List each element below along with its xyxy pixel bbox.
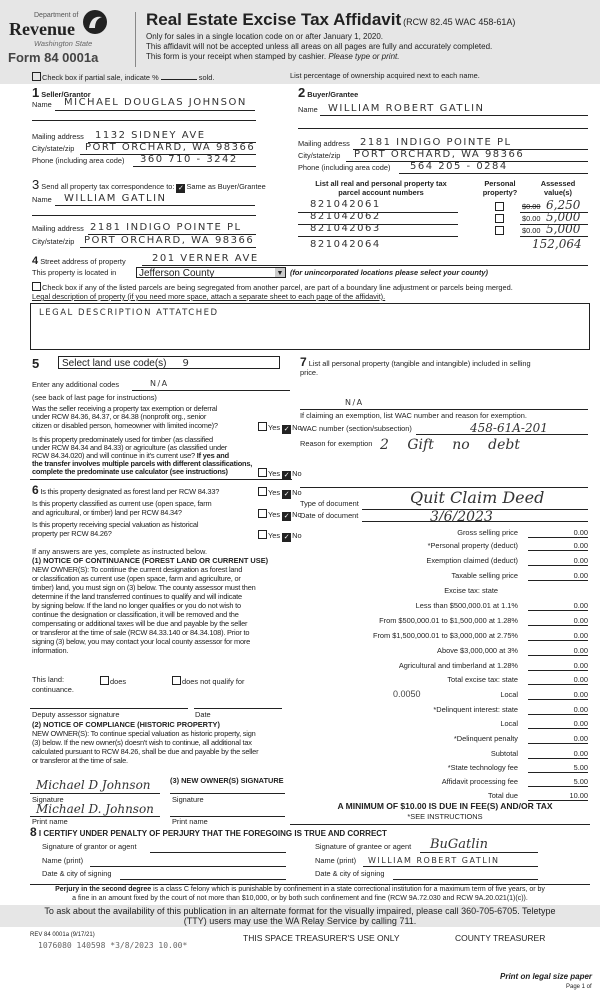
assessed-value[interactable]: 5,000 <box>546 222 581 236</box>
q-current-use: Is this property classified as current use (open space, farm <box>32 499 212 508</box>
assessed-printed: $0.00 <box>522 214 541 223</box>
tax-value[interactable]: 0.00 <box>528 601 588 611</box>
see-back-note: (see back of last page for instructions) <box>32 393 157 402</box>
perjury-notice: a fine in an amount fixed by the court of not more than $10,000, or by both such confinement and fine (RCW 9A.72.030 and RCW 9A.20.021(1)(c)). <box>72 895 528 902</box>
tax-label: *Delinquent penalty <box>453 734 518 743</box>
buyer-mail-field[interactable]: 2181 INDIGO POINTE PL <box>360 137 512 148</box>
segregated-checkbox[interactable]: Check box if any of the listed parcels are being segregated from another parcel, are part of a boundary line adjustment or parcels being merged. <box>32 282 513 293</box>
county-select[interactable]: Jefferson County ▼ <box>136 267 286 278</box>
this-land-label: This land: <box>32 675 65 684</box>
q-exemption: citizen or disabled person, homeowner with limited income)? <box>32 421 218 430</box>
tax-label: *State technology fee <box>447 763 518 772</box>
parcel-number[interactable]: 821042063 <box>310 223 381 234</box>
tax-value[interactable]: 0.00 <box>528 675 588 685</box>
q-forest: 6 Is this property designated as forest land per RCW 84.33? <box>32 483 220 497</box>
signature-label: Signature <box>172 795 204 804</box>
tax-label: Exemption claimed (deduct) <box>426 556 518 565</box>
grantor-name-label: Name (print) <box>42 856 84 865</box>
tax-label: Local <box>500 719 518 728</box>
exemption-yes-no[interactable]: Yes ✓ No <box>258 422 302 434</box>
personal-property-question: 7 List all personal property (tangible and intangible) included in selling <box>300 355 531 369</box>
buyer-mail-label: Mailing address <box>298 139 350 148</box>
buyer-heading: 2 Buyer/Grantee <box>298 85 359 100</box>
q-historic: Is this property receiving special valuation as historical <box>32 520 199 529</box>
historic-yes-no[interactable]: Yes ✓ No <box>258 530 302 542</box>
minimum-due-note: A MINIMUM OF $10.00 IS DUE IN FEE(S) AND/OR TAX <box>337 801 553 811</box>
tax-label: Subtotal <box>490 749 518 758</box>
affidavit-page: Department of Revenue Washington State Form 84 0001a Real Estate Excise Tax Affidavit (RCW 82.45 WAC 458-61A) Only for sales in a single location code on or after January 1, 2020. This affidavit will not be accepted unless all areas on all pages are fully and accurately completed. This form is your receipt when stamped by cashier. Please type or print. Check box if partial sale, indicate % sold. List percentage of ownership acquired next to each name. 1 Seller/Grantor Name MICHAEL DOUGLAS JOHNSON Mailing address 1132 SIDNEY AVE City/state/zip PORT ORCHARD, WA 98366 Phone (including area code) 360 710 - 3242 2 Buyer/Grantee Name WILLIAM ROBERT GATLIN Mailing address 2181 INDIGO POINTE PL City/state/zip PORT ORCHARD, WA 98366 Phone (including area code) 564 205 - 0284 3 Send all property tax correspondence to: ✓ Same as Buyer/Grantee Name WILLIAM GATLIN Mailing address 2181 INDIGO POINTE PL City/state/zip PORT ORCHARD, WA 98366 List all real and personal property tax parcel account numbers Personal property? Assessed value(s) 821042061 $0.00 6,250 821042062 $0.00 5,000 821042063 $0.00 5,000 821042064 152,064 4 Street address of property 201 VERNER AVE This property is located in Jefferson County ▼ (for unincorporated locations please select your county) Check box if any of the listed parcels are being segregated from another parcel, are part of a boundary line adjustment or parcels being merged. Legal description of property (if you need more space, attach a separate sheet to each page of the affidavit). LEGAL DESCRIPTION ATTATCHED 5 Select land use code(s) 9 Enter any additional codes N/A (see back of last page for instructions) Was the seller receiving a property tax exemption or deferral under RCW 84.36, 84.37, or 84.38 (nonprofit org., senior citizen or disabled person, homeowner with limited income)? Yes ✓ No Is this property predominately used for timber (as classified under RCW 84.34 and 84.33) or agriculture (as classified under RCW 84.34.020) and will continue in it's current use? If yes and the transfer involves multiple parcels with different classifications, complete the predominate use calculator (see instructions) Yes ✓ No 6 Is this property designated as forest land per RCW 84.33? Yes ✓ No Is this property classified as current use (open space, farm and agricultural, or timber) land per RCW 84.34? Yes ✓ No Is this property receiving special valuation as historical property per RCW 84.26? Yes ✓ No If any answers are yes, complete as instructed below. (1) NOTICE OF CONTINUANCE (FOREST LAND OR CURRENT USE) NEW OWNER(S): To continue the current designation as forest land or classification as current use (open space, farm and agriculture, or timber) land, you must sign on (3) below. The county assessor must then determine if the land transferred continues to qualify and will indicate by signing below. If the land no longer qualifies or you do not wish to continue the designation or classification, it will be removed and the compensating or additional taxes will be due and payable by the seller or transferor at the time of sale (RCW 84.33.140 or 84.34.108). Prior to signing (3) below, you may contact your local county assessor for more information. This land: does does not qualify for continuance. Deputy assessor signature Date (2) NOTICE OF COMPLIANCE (HISTORIC PROPERTY) NEW OWNER(S): To continue special valuation as historic property, sign (3) below. If the new owner(s) doesn't wish to continue, all additional tax calculated pursuant to RCW 84.26, shall be due and payable by the seller or transferor at the time of sale. (3) NEW OWNER(S) SIGNATURE Michael D Johnson Signature Signature Michael D. Johnson Print name Print name 7 List all personal property (tangible and intangible) included in selling price. N/A If claiming an exemption, list WAC number and reason for exemption. WAC number (section/subsection) 458-61A-201 Reason for exemption 2 Gift no debt Type of document Quit Claim Deed Date of document 3/6/2023 Gross selling price 0.00 *Personal property (deduct) 0.00 Exemption claimed (deduct) 0.00 Taxable selling price 0.00 Excise tax: state Less than $500,000.01 at 1.1% 0.00 From $500,000.01 to $1,500,000 at 1.28% 0.00 From $1,500,000.01 to $3,000,000 at 2.75% 0.00 Above $3,000,000 at 3% 0.00 Agricultural and timberland at 1.28% 0.00 Total excise tax: state 0.00 0.0050 Local 0.00 *Delinquent interest: state 0.00 Local 0.00 *Delinquent penalty 0.00 Subtotal 0.00 *State technology fee 5.00 Affidavit processing fee 5.00 Total due 10.00 A MINIMUM OF $10.00 IS DUE IN FEE(S) AND/OR TAX *SEE INSTRUCTIONS 8 I CERTIFY UNDER PENALTY OF PERJURY THAT THE FOREGOING IS TRUE AND CORRECT Signature of grantor or agent Name (print) Date & city of signing Signature of grantee or agent BuGatlin Name (print) WILLIAM ROBERT GATLIN Date & city of signing Perjury in the second degree is a class C felony which is punishable by confinement in a state correctional institution for a maximum term of five years, or by a fine in an amount fixed by the court of not more than $10,000, or by both such confinement and fine (RCW 9A.72.030 and RCW 9A.20.021(1)(c)). To ask about the availability of this publication in an alternate format for the visually impaired, please call 360-705-6705. Teletype (TTY) users may use the WA Relay Service by calling 711. REV 84 0001a (9/17/21) 1076080 140598 *3/8/2023 10.00* THIS SPACE TREASURER'S USE ONLY COUNTY TREASURER Print on legal size paper Page 1 of <box>0 0 600 998</box>
page-number: Page 1 of <box>566 984 592 990</box>
tax-value[interactable]: 0.00 <box>528 541 588 551</box>
legal-paper-note: Print on legal size paper <box>500 972 593 981</box>
parcel-header-personal: Personal property? <box>482 179 518 197</box>
assessed-value[interactable]: 6,250 <box>546 198 581 212</box>
tax-value[interactable]: 0.00 <box>528 749 588 759</box>
doc-date-field[interactable]: 3/6/2023 <box>430 509 493 525</box>
seller-name-field[interactable]: MICHAEL DOUGLAS JOHNSON <box>64 97 247 108</box>
timber-yes-no[interactable]: Yes ✓ No <box>258 468 302 480</box>
owner-signature-1[interactable]: Michael D Johnson <box>36 778 151 792</box>
tax-label: Agricultural and timberland at 1.28% <box>398 661 518 670</box>
buyer-phone-field[interactable]: 564 205 - 0284 <box>410 161 508 172</box>
q-timber: Is this property predominately used for timber (as classified <box>32 435 213 444</box>
additional-codes-field[interactable]: N/A <box>150 379 169 388</box>
logo-revenue: Revenue <box>9 19 75 39</box>
seller-city-label: City/state/zip <box>32 144 75 153</box>
print-name-label: Print name <box>32 817 68 826</box>
partial-sale-checkbox[interactable]: Check box if partial sale, indicate % sold. <box>32 72 214 83</box>
grantee-name-label: Name (print) <box>315 856 357 865</box>
tax-label: Taxable selling price <box>451 571 518 580</box>
buyer-name-field[interactable]: WILLIAM ROBERT GATLIN <box>328 103 485 114</box>
continuance-label: continuance. <box>32 685 74 694</box>
corr-name-label: Name <box>32 195 52 204</box>
dropdown-arrow-icon: ▼ <box>276 270 284 277</box>
current-use-yes-no[interactable]: Yes ✓ No <box>258 509 302 521</box>
assessed-value[interactable]: 152,064 <box>532 237 582 251</box>
tax-label: Less than $500,000.01 at 1.1% <box>415 601 518 610</box>
treasurer-use-label: THIS SPACE TREASURER'S USE ONLY <box>243 933 400 943</box>
grantee-signature[interactable]: BuGatlin <box>430 837 488 852</box>
personal-property-checkbox[interactable] <box>495 226 504 235</box>
personal-property-question: price. <box>300 368 319 377</box>
tax-label: From $500,000.01 to $1,500,000 at 1.28% <box>379 616 518 625</box>
q-timber: under RCW 84.34 and 84.33) or agriculture (as classified under <box>32 443 228 452</box>
header-line-1: Only for sales in a single location code on or after January 1, 2020. <box>146 32 384 41</box>
correspondence-heading: 3 Send all property tax correspondence to: ✓ Same as Buyer/Grantee <box>32 177 266 192</box>
buyer-city-label: City/state/zip <box>298 151 341 160</box>
assessed-value[interactable]: 5,000 <box>546 210 581 224</box>
tax-label: *Personal property (deduct) <box>427 541 518 550</box>
tax-value[interactable]: 0.00 <box>528 571 588 581</box>
located-label: This property is located in <box>32 268 117 277</box>
forest-yes-no[interactable]: Yes ✓ No <box>258 487 302 499</box>
parcel-number[interactable]: 821042061 <box>310 199 381 210</box>
grantee-name-field[interactable]: WILLIAM ROBERT GATLIN <box>368 856 500 865</box>
accessibility-note: (TTY) users may use the WA Relay Service by calling 711. <box>183 916 417 926</box>
tax-value[interactable]: 0.00 <box>528 690 588 700</box>
parcel-header-numbers: List all real and personal property tax parcel account numbers <box>315 179 447 197</box>
personal-property-checkbox[interactable] <box>495 214 504 223</box>
q-historic: property per RCW 84.26? <box>32 529 112 538</box>
header-line-3: This form is your receipt when stamped by cashier. Please type or print. <box>146 52 400 61</box>
parcel-number[interactable]: 821042062 <box>310 211 381 222</box>
does-not-qualify-checkbox[interactable]: does not qualify for <box>172 676 244 687</box>
assessed-printed: $0.00 <box>522 226 541 235</box>
county-treasurer-label: COUNTY TREASURER <box>455 933 546 943</box>
tax-value[interactable]: 0.00 <box>528 646 588 656</box>
grantor-signature-label: Signature of grantor or agent <box>42 842 137 851</box>
street-field[interactable]: 201 VERNER AVE <box>152 253 259 264</box>
legal-label: Legal description of property (if you need more space, attach a separate sheet to each page of the affidavit). <box>32 292 386 301</box>
additional-codes-label: Enter any additional codes <box>32 380 120 389</box>
tax-label: Total excise tax: state <box>447 675 518 684</box>
dept-label: Department of <box>34 12 79 19</box>
corr-city-field[interactable]: PORT ORCHARD, WA 98366 <box>84 235 255 246</box>
q-timber: the transfer involves multiple parcels with different classifications, <box>32 459 253 468</box>
grantee-signature-label: Signature of grantee or agent <box>315 842 412 851</box>
title-reference: (RCW 82.45 WAC 458-61A) <box>403 17 516 27</box>
tax-value[interactable]: 0.00 <box>528 719 588 729</box>
tax-label: Local <box>500 690 518 699</box>
section-5-number: 5 <box>32 356 40 371</box>
tax-value[interactable]: 0.00 <box>528 661 588 671</box>
doc-type-label: Type of document <box>300 499 359 508</box>
tax-value[interactable]: 0.00 <box>528 734 588 744</box>
print-name-label: Print name <box>172 817 208 826</box>
legal-description[interactable]: LEGAL DESCRIPTION ATTATCHED <box>39 308 219 318</box>
notice-continuance-title: (1) NOTICE OF CONTINUANCE (FOREST LAND OR CURRENT USE) <box>32 556 269 565</box>
q-timber: complete the predominate use calculator (see instructions) <box>32 467 228 476</box>
total-due-value[interactable]: 10.00 <box>528 791 588 801</box>
tax-label: Total due <box>488 791 518 800</box>
revision-label: REV 84 0001a (9/17/21) <box>30 932 95 938</box>
q-exemption: under RCW 84.36, 84.37, or 84.38 (nonprofit org., senior <box>32 412 207 421</box>
ownership-note: List percentage of ownership acquired next to each name. <box>290 71 480 80</box>
grantee-date-label: Date & city of signing <box>315 869 385 878</box>
same-as-buyer-checkbox[interactable]: ✓ <box>178 185 184 192</box>
assessed-printed: $0.00 <box>522 202 541 211</box>
page-title: Real Estate Excise Tax Affidavit <box>146 10 402 29</box>
local-rate: 0.0050 <box>393 689 421 699</box>
perjury-notice: Perjury in the second degree is a class C felony which is punishable by confinement in a state correctional institution for a maximum term of five years, or by <box>55 886 545 893</box>
claim-exemption-note: If claiming an exemption, list WAC number and reason for exemption. <box>300 411 527 420</box>
tax-value[interactable]: 0.00 <box>528 556 588 566</box>
new-owner-signature-title: (3) NEW OWNER(S) SIGNATURE <box>170 776 284 785</box>
tax-value[interactable]: 5.00 <box>528 763 588 773</box>
county-note: (for unincorporated locations please select your county) <box>290 268 488 277</box>
see-instructions: *SEE INSTRUCTIONS <box>407 812 483 821</box>
seller-phone-label: Phone (including area code) <box>32 156 125 165</box>
wac-field[interactable]: 458-61A-201 <box>470 421 548 435</box>
tax-value[interactable]: 0.00 <box>528 616 588 626</box>
tax-label: From $1,500,000.01 to $3,000,000 at 2.75% <box>372 631 518 640</box>
tax-label: Gross selling price <box>457 528 518 537</box>
header-line-2: This affidavit will not be accepted unless all areas on all pages are fully and accurately completed. <box>146 42 493 51</box>
tax-value[interactable]: 5.00 <box>528 777 588 787</box>
does-qualify-checkbox[interactable]: does <box>100 676 126 687</box>
q-exemption: Was the seller receiving a property tax exemption or deferral <box>32 404 218 413</box>
if-yes-note: If any answers are yes, complete as instructed below. <box>32 547 207 556</box>
street-label: 4 Street address of property <box>32 255 126 267</box>
land-use-select[interactable]: Select land use code(s) 9 <box>58 356 280 369</box>
reason-field[interactable]: 2 Gift no debt <box>380 437 521 453</box>
owner-print-name-1[interactable]: Michael D. Johnson <box>36 802 154 816</box>
dor-logo-icon <box>82 9 108 35</box>
certification: 8 I CERTIFY UNDER PENALTY OF PERJURY THAT THE FOREGOING IS TRUE AND CORRECT <box>30 825 387 839</box>
personal-property-checkbox[interactable] <box>495 202 504 211</box>
signature-label: Signature <box>32 795 64 804</box>
deputy-date-label: Date <box>195 710 211 719</box>
reason-label: Reason for exemption <box>300 439 373 448</box>
tax-value[interactable]: 0.00 <box>528 528 588 538</box>
title-row <box>146 10 515 30</box>
personal-property-field[interactable]: N/A <box>345 398 364 407</box>
corr-city-label: City/state/zip <box>32 237 75 246</box>
tax-label: Excise tax: state <box>444 586 498 595</box>
tax-value[interactable]: 0.00 <box>528 705 588 715</box>
legal-description-box[interactable] <box>30 303 590 350</box>
doc-date-label: Date of document <box>300 511 359 520</box>
grantor-date-label: Date & city of signing <box>42 869 112 878</box>
doc-type-field[interactable]: Quit Claim Deed <box>410 488 545 507</box>
buyer-phone-label: Phone (including area code) <box>298 163 391 172</box>
tax-label: Above $3,000,000 at 3% <box>437 646 518 655</box>
seller-mail-label: Mailing address <box>32 132 84 141</box>
tax-label: Affidavit processing fee <box>441 777 518 786</box>
deputy-signature-label: Deputy assessor signature <box>32 710 120 719</box>
seller-phone-field[interactable]: 360 710 - 3242 <box>140 154 238 165</box>
corr-name-field[interactable]: WILLIAM GATLIN <box>64 193 167 204</box>
header-divider <box>135 12 136 67</box>
accessibility-note: To ask about the availability of this publication in an alternate format for the visually impaired, please call 360-705-6705. Teletype <box>44 906 556 916</box>
wac-label: WAC number (section/subsection) <box>300 424 412 433</box>
tax-value[interactable]: 0.00 <box>528 631 588 641</box>
logo-state: Washington State <box>34 39 93 48</box>
buyer-name-label: Name <box>298 105 318 114</box>
parcel-header-assessed: Assessed value(s) <box>540 179 576 197</box>
q-current-use: and agricultural, or timber) land per RCW 84.34? <box>32 508 182 517</box>
q-timber: RCW 84.34.020) and will continue in it's current use? If yes and <box>32 451 229 460</box>
seller-mail-field[interactable]: 1132 SIDNEY AVE <box>95 130 206 141</box>
notice-compliance-title: (2) NOTICE OF COMPLIANCE (HISTORIC PROPERTY) <box>32 720 220 729</box>
seller-heading: 1 Seller/Grantor <box>32 85 91 100</box>
corr-mail-label: Mailing address <box>32 224 84 233</box>
cashier-stamp: 1076080 140598 *3/8/2023 10.00* <box>38 941 188 950</box>
seller-name-label: Name <box>32 100 52 109</box>
buyer-city-field[interactable]: PORT ORCHARD, WA 98366 <box>354 149 525 160</box>
parcel-number[interactable]: 821042064 <box>310 239 381 250</box>
tax-label: *Delinquent interest: state <box>433 705 518 714</box>
corr-mail-field[interactable]: 2181 INDIGO POINTE PL <box>90 222 242 233</box>
form-number: Form 84 0001a <box>8 50 99 65</box>
seller-city-field[interactable]: PORT ORCHARD, WA 98366 <box>85 142 256 153</box>
